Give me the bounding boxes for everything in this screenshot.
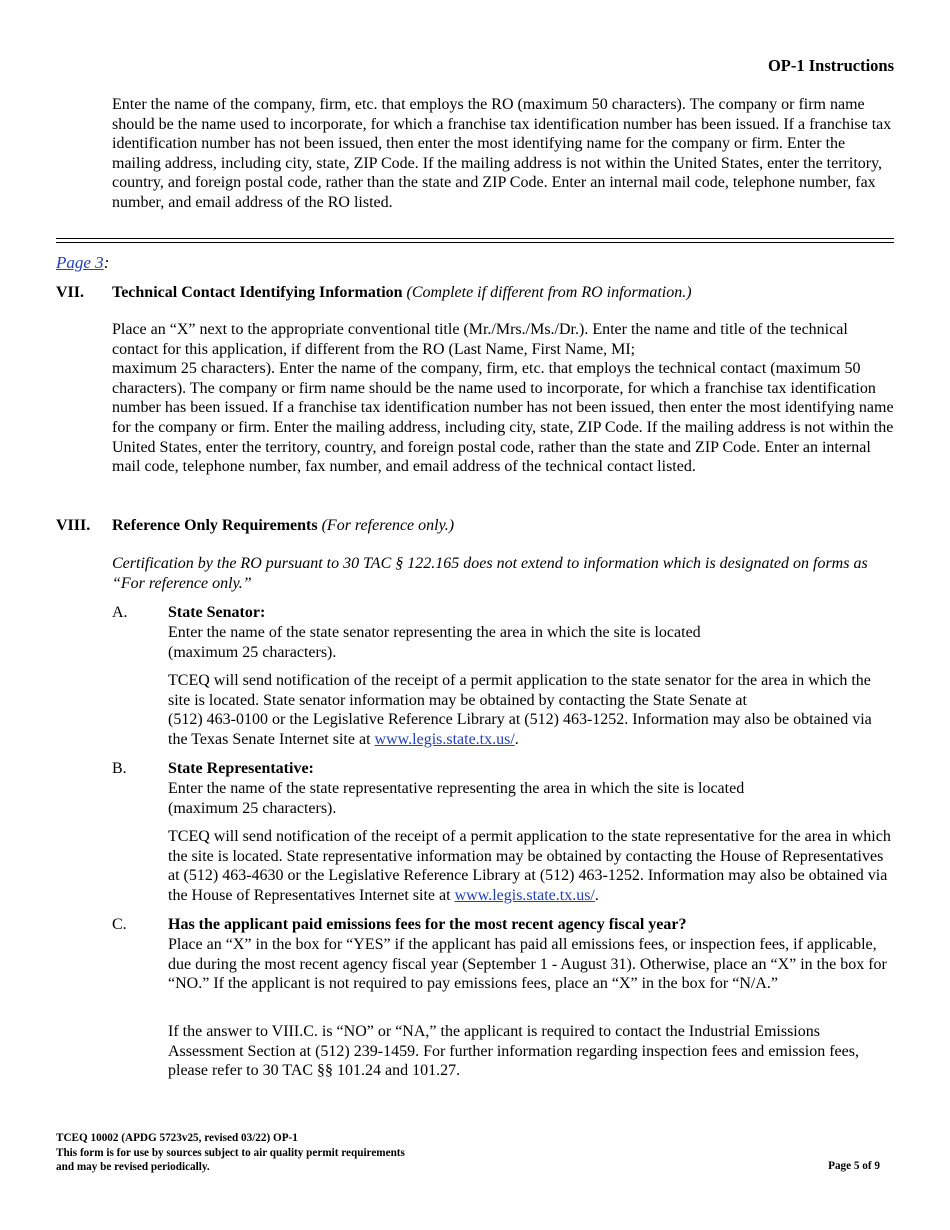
section-vii-heading (56, 283, 692, 303)
section-vii-body-rest: maximum 25 characters). Enter the name of the company, firm, etc. that employs the technical contact (maximum 50 characters). The company or firm name should be the name used to incorporate, for which a franchise tax identification number has been issued. If a franchise tax identification number has not been issued, then enter the most identifying name for the company or firm. Enter the mailing address, including city, state, ZIP Code. If the mailing address is not within the United States, enter the territory, country, and foreign postal code, rather than the state and ZIP Code. Enter an internal mail code, telephone number, fax number, and email address of the technical contact listed. (112, 360, 894, 476)
page-3-link[interactable]: Page 3 (56, 253, 104, 272)
section-divider-top (56, 238, 894, 239)
item-c-instructions: Place an “X” in the box for “YES” if the applicant has paid all emissions fees, or inspection fees, if applicable, due during the most recent agency fiscal year (September 1 - August 31). Otherwise, place an “X” in the box for “NO.” If the applicant is not required to pay emissions fees, place an “X” in the box for “N/A.” (168, 936, 887, 993)
section-vii-note: (Complete if different from RO information.) (406, 284, 692, 301)
item-a-detail-b: (512) 463-0100 or the Legislative Reference Library at (512) 463-1252. Information may also be obtained via the Texas Senate Internet site at (168, 711, 872, 748)
item-b-title: State Representative: (168, 760, 314, 777)
certification-note: Certification by the RO pursuant to 30 TAC § 122.165 does not extend to information which is designated on forms as “For reference only.” (112, 555, 868, 592)
item-a-line2: (maximum 25 characters). (168, 643, 337, 661)
page-reference-suffix: : (103, 253, 110, 272)
item-a-detail-a: TCEQ will send notification of the receipt of a permit application to the state senator for the area in which the site is located. State senator information may be obtained by contacting the State Senate at (168, 672, 871, 709)
page-reference (56, 253, 109, 273)
section-viii-heading (56, 516, 454, 536)
document-header-title: OP-1 Instructions (767, 56, 894, 75)
item-a-letter: A. (112, 604, 128, 621)
senate-site-link[interactable]: www.legis.state.tx.us/ (374, 730, 515, 748)
item-a-detail-end: . (514, 730, 519, 748)
item-b-detail-text: TCEQ will send notification of the receipt of a permit application to the state representative for the area in which the site is located. State representative information may be obtained by contacting the House of Representatives at (512) 463-4630 or the Legislative Reference Library at (512) 463-1252. Information may also be obtained via the House of Representatives Internet site at (168, 828, 891, 904)
section-viii-note: (For reference only.) (321, 517, 455, 534)
footer-line3: and may be revised periodically. (56, 1161, 210, 1173)
item-a-title: State Senator: (168, 604, 266, 621)
item-b-detail (168, 827, 895, 905)
footer-line2: This form is for use by sources subject to air quality permit requirements (56, 1146, 405, 1159)
item-a-detail (168, 671, 895, 749)
item-a-instructions (168, 623, 895, 662)
item-c-detail: If the answer to VIII.C. is “NO” or “NA,” the applicant is required to contact the Industrial Emissions Assessment Section at (512) 239-1459. For further information regarding inspection fees and emission fees, please refer to 30 TAC §§ 101.24 and 101.27. (168, 1023, 859, 1080)
item-b-letter: B. (112, 760, 127, 777)
item-c-title: Has the applicant paid emissions fees for the most recent agency fiscal year? (168, 916, 687, 933)
item-a-line1: Enter the name of the state senator representing the area in which the site is located (168, 624, 701, 641)
house-site-link[interactable]: www.legis.state.tx.us/ (454, 886, 595, 904)
section-vii-title: Technical Contact Identifying Information (112, 284, 403, 301)
page-number: Page 5 of 9 (828, 1160, 880, 1172)
intro-paragraph: Enter the name of the company, firm, etc. that employs the RO (maximum 50 characters). The company or firm name should be the name used to incorporate, for which a franchise tax identification number has been issued. If a franchise tax identification number has not been issued, then enter the most identifying name for the company or firm. Enter the mailing address, including city, state, ZIP Code. If the mailing address is not within the United States, enter the territory, country, and foreign postal code, rather than the state and ZIP Code. Enter an internal mail code, telephone number, fax number, and email address of the RO listed. (112, 96, 892, 211)
footer-form-info (56, 1131, 405, 1175)
section-vii-body (112, 320, 895, 477)
item-b-line1: Enter the name of the state representative representing the area in which the site is located (168, 780, 745, 797)
footer-line1: TCEQ 10002 (APDG 5723v25, revised 03/22) OP-1 (56, 1132, 298, 1144)
item-b-instructions (168, 779, 895, 818)
section-vii-body-line1: Place an “X” next to the appropriate conventional title (Mr./Mrs./Ms./Dr.). Enter the name and title of the technical contact for this application, if different from the RO (Last Name, First Name, MI; (112, 321, 848, 358)
section-viii-number: VIII. (56, 517, 91, 534)
section-viii-title: Reference Only Requirements (112, 517, 318, 534)
item-b-detail-end: . (594, 886, 599, 904)
section-divider-bottom (56, 242, 894, 243)
section-vii-number: VII. (56, 284, 85, 301)
item-c-letter: C. (112, 916, 127, 933)
item-b-line2: (maximum 25 characters). (168, 799, 337, 817)
